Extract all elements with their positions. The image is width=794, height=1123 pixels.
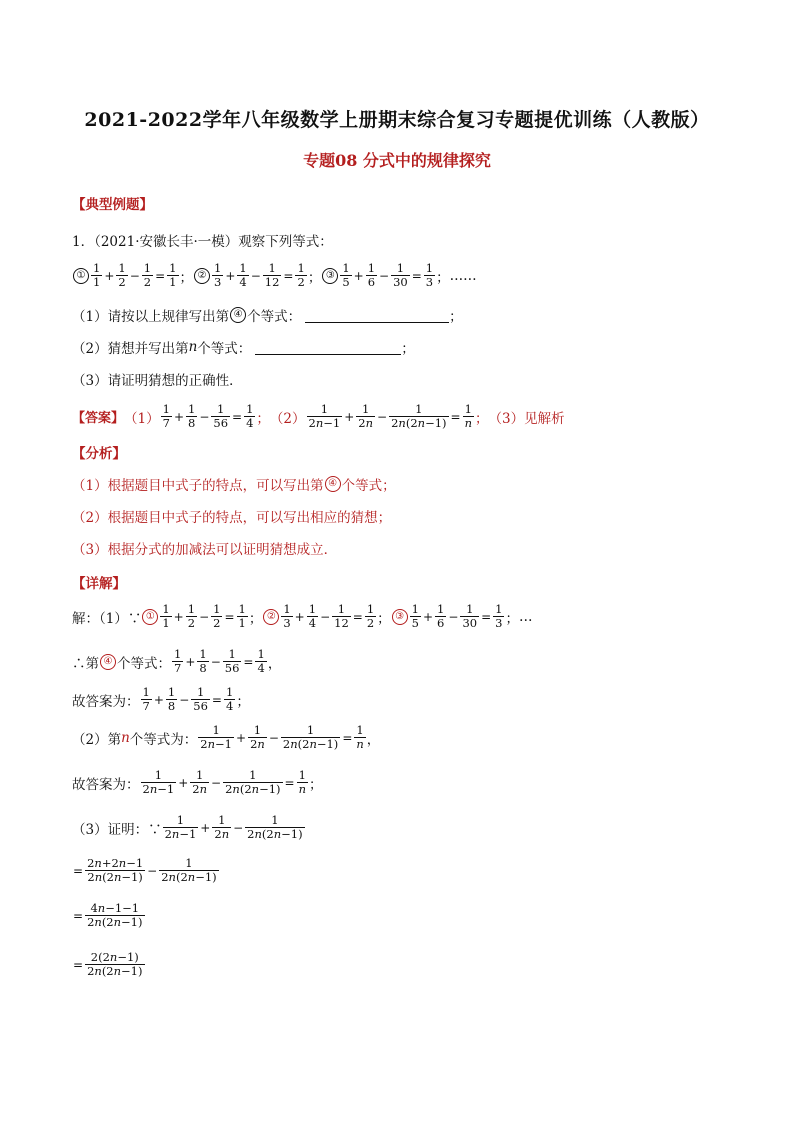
page-subtitle: 专题08 分式中的规律探究 — [303, 151, 491, 170]
analysis-1: （1）根据题目中式子的特点，可以写出第 ④ 个等式； — [72, 478, 396, 494]
question-3: （3）请证明猜想的正确性． — [72, 373, 243, 389]
sep: ； — [307, 269, 322, 286]
section-example-label: 【典型例题】 — [72, 197, 153, 213]
proof-step-2: = $\frac{4n-1-1}{2n(2n-1)}$ — [73, 901, 143, 929]
circle-2: ② — [194, 268, 210, 284]
circle-1: ① — [73, 268, 89, 284]
detail-3: 故答案为： $\frac{1}{7}$ + $\frac{1}{8}$ − $\frac{1}{56}$ = $\frac{1}{4}$ ； — [72, 685, 250, 713]
page-title: 2021-2022学年八年级数学上册期末综合复习专题提优训练（人教版） — [84, 109, 710, 131]
question-1: （1）请按以上规律写出第 ④ 个等式： ； — [72, 309, 463, 325]
answer-line: 【答案】 （1） $\frac{1}{7}$ + $\frac{1}{8}$ − $\frac{1}{56}$ = $\frac{1}{4}$ ； （2） $\frac{1}{2n-1}$ + $\frac{1}{2n}$ − $\frac{1}{2n(2n-1)}$ = $\frac{1}{n}$ ； （3）见解析 — [72, 402, 565, 430]
analysis-3: （3）根据分式的加减法可以证明猜想成立． — [72, 542, 338, 558]
detail-2: ∴第 ④ 个等式： $\frac{1}{7}$ + $\frac{1}{8}$ − $\frac{1}{56}$ = $\frac{1}{4}$ ， — [72, 647, 282, 675]
answer-blank-2[interactable] — [255, 340, 401, 355]
detail-4: （2）第 n 个等式为： $\frac{1}{2n-1}$ + $\frac{1}{2n}$ − $\frac{1}{2n(2n-1)}$ = $\frac{1}{n}$ ， — [72, 723, 381, 751]
sep: ； — [436, 269, 450, 286]
detail-5: 故答案为： $\frac{1}{2n-1}$ + $\frac{1}{2n}$ − $\frac{1}{2n(2n-1)}$ = $\frac{1}{n}$ ； — [72, 768, 323, 796]
section-detail-label: 【详解】 — [72, 576, 126, 592]
proof-step-3: = $\frac{2(2n-1)}{2n(2n-1)}$ — [73, 950, 143, 978]
question-2: （2）猜想并写出第 n 个等式： ； — [72, 339, 415, 357]
analysis-2: （2）根据题目中式子的特点，可以写出相应的猜想； — [72, 510, 392, 526]
ellipsis: …… — [449, 267, 477, 284]
circle-3: ③ — [322, 268, 338, 284]
section-analysis-label: 【分析】 — [72, 446, 126, 462]
problem-intro: 1．（2021·安徽长丰·一模）观察下列等式： — [72, 234, 333, 250]
proof-step-1: = $\frac{2n+2n-1}{2n(2n-1)}$ − $\frac{1}{2n(2n-1)}$ — [73, 856, 217, 884]
sep: ； — [179, 269, 193, 286]
detail-1: 解：（1）∵ ① $\frac{1}{1}$ + $\frac{1}{2}$ − $\frac{1}{2}$ = $\frac{1}{1}$ ； ② $\frac{1}{3}$ + $\frac{1}{4}$ − $\frac{1}{12}$ = $\frac{1}{2}$ ； ③ $\frac{1}{5}$ + $\frac{1}{6}$ − $\frac{1}{30}$ = $\frac{1}{3}$ ； … — [72, 602, 533, 630]
detail-6: （3）证明：∵ $\frac{1}{2n-1}$ + $\frac{1}{2n}$ − $\frac{1}{2n(2n-1)}$ — [72, 813, 303, 841]
example-equations: ① $\frac{1}{1}$ + $\frac{1}{2}$ − $\frac{1}{2}$ = $\frac{1}{1}$ ； ② $\frac{1}{3}$ + $\frac{1}{4}$ − $\frac{1}{12}$ = $\frac{1}{2}$ ； ③ $\frac{1}{5}$ + $\frac{1}{6}$ − $\frac{1}{30}$ = $\frac{1}{3}$ ； …… — [72, 262, 477, 289]
answer-blank-1[interactable] — [305, 308, 449, 323]
